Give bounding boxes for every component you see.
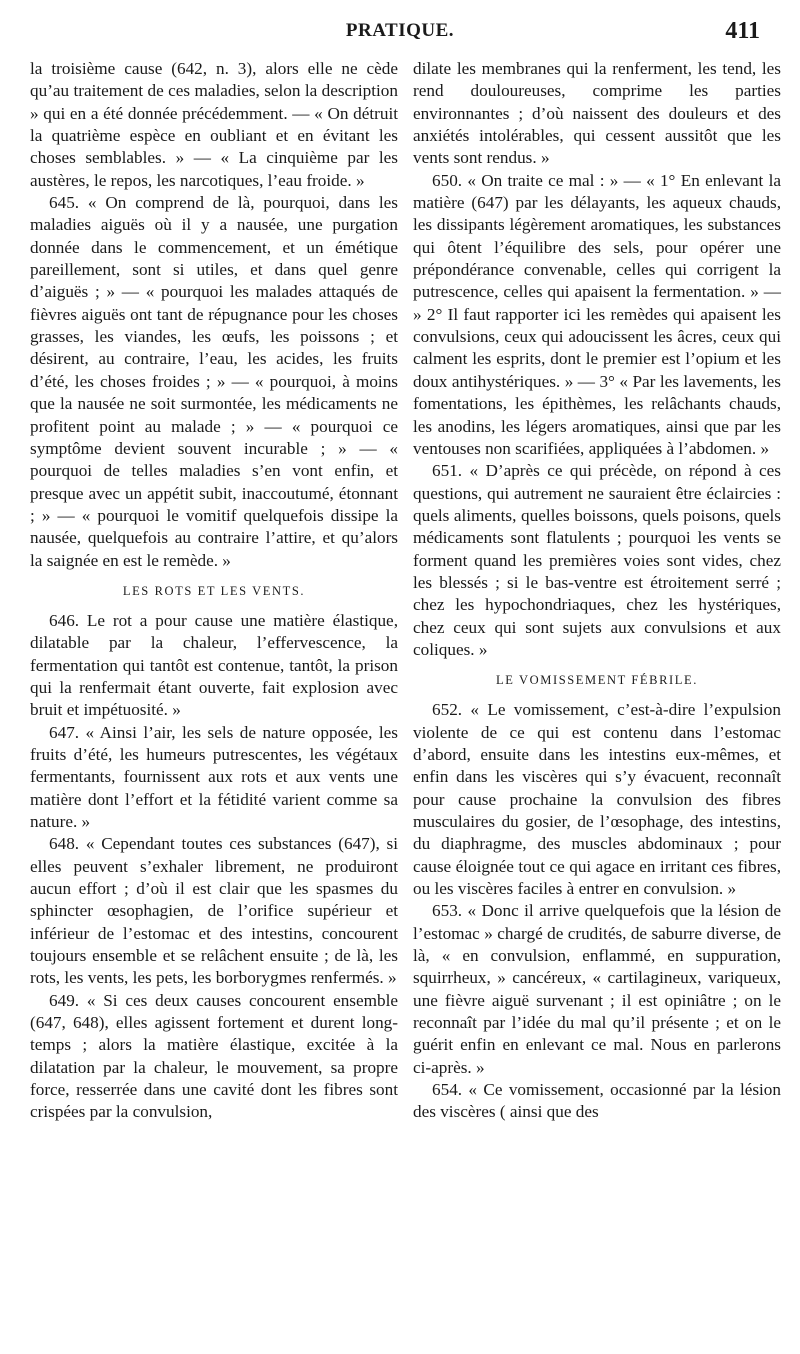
paragraph-649: 649. « Si ces deux causes concourent ensemble (647, 648), elles agissent fortement et durent long-temps ; alors la matière élastique, excitée à la dilatation par la chaleur, le mouvement, sa propre force, resserrée dans une cavité dont les fibres sont crispées par la convulsion, <box>30 990 398 1122</box>
paragraph-650: 650. « On traite ce mal : » — « 1° En enlevant la matière (647) par les délayants, les aqueux chauds, les dissipants légèrement aromatiques, les substances qui ôtent l’équilibre des sels, pour opérer une prépondérance convenable, celles qui corrigent la putrescence, celles qui apaisent la fermentation. » — » 2° Il faut rapporter ici les remèdes qui apaisent les convulsions, ceux qui adoucissent les âcres, ceux qui calment les esprits, dont le premier est l’opium et les doux antihystériques. » — 3° « Par les lavements, les fomentations, les épithèmes, les relâchants chauds, les anodins, les légers aromatiques, ainsi que par les ventouses non scarifiées, appliquées à l’abdomen. » <box>413 170 781 458</box>
paragraph-continued-left: la troisième cause (642, n. 3), alors elle ne cède qu’au traitement de ces maladies, selon la description » qui en a été donnée précédemment. — « On détruit la quatrième espèce en oubliant et en évitant les choses semblables. » — « La cinquième par les austères, le repos, les narcotiques, l’eau froide. » <box>30 59 398 190</box>
left-column <box>30 58 398 1124</box>
paragraph-648: 648. « Cependant toutes ces substances (647), si elles peuvent s’exhaler librement, ne produiront aucun effort ; d’où il est clair que les spasmes du sphincter œsophagien, de l’orifice supérieur et inférieur de l’estomac et des intestins, concourent toujours ensemble et se relâchent ensuite ; de là, les rots, les vents, les pets, les borborygmes renfermés. » <box>30 834 398 988</box>
paragraph-continued-right: dilate les membranes qui la renferment, les tend, les rend douloureuses, comprime les parties environnantes ; d’où naissent des douleurs et des anxiétés intolérables, qui cessent aussitôt que les vents sont rendus. » <box>413 59 781 168</box>
paragraph-654: 654. « Ce vomissement, occasionné par la lésion des viscères ( ainsi que des <box>413 1080 781 1122</box>
paragraph-653: 653. « Donc il arrive quelquefois que la lésion de l’estomac » chargé de crudités, de saburre diverse, de là, « en convulsion, enflammé, en suppuration, squirrheux, » cancéreux, « cartilagineux, variqueux, une fièvre aiguë survenant ; il est opiniâtre ; on le reconnaît par l’idée du mal qu’il présente ; et on le guérit enfin en enlevant ce mal. Nous en parlerons ci-après. » <box>413 901 781 1077</box>
paragraph-646: 646. Le rot a pour cause une matière élastique, dilatable par la chaleur, l’effervescence, la fermentation qui tantôt est contenue, tantôt, la prison qui la renfermait étant ouverte, fait explosion avec bruit et impétuosité. » <box>30 610 398 720</box>
section-heading-vomissement: LE VOMISSEMENT FÉBRILE. <box>496 673 698 688</box>
running-title: PRATIQUE. <box>345 20 455 41</box>
section-heading-rots: LES ROTS ET LES VENTS. <box>122 583 306 598</box>
page-number: 411 <box>725 18 760 44</box>
paragraph-645: 645. « On comprend de là, pourquoi, dans les maladies aiguës où il y a nausée, une purgation donnée dans le commencement, et un émétique pareillement, sont si utiles, et dans quel genre d’aiguës ; » — « pourquoi les malades attaqués de fièvres aiguës ont tant de répugnance pour les choses grasses, les viandes, les œufs, les poissons ; et désirent, au contraire, l’eau, les acides, les fruits d’été, les choses froides ; » — « pourquoi, à moins que la nausée ne soit surmontée, les médicaments ne profitent point au malade ; » — « pourquoi ce symptôme devient souvent incurable ; » — « pourquoi de telles maladies s’en vont enfin, et presque avec un appétit subit, inaccoutumé, étonnant ; » — « pourquoi le vomitif quelquefois dissipe la nausée, quelquefois au contraire l’attire, et qu’alors la saignée en est le remède. » <box>30 193 398 570</box>
running-head <box>40 20 760 52</box>
paragraph-647: 647. « Ainsi l’air, les sels de nature opposée, les fruits d’été, les humeurs putrescentes, les végétaux fermentants, fournissent aux rots et aux vents une matière dont l’effort et la fétidité varient comme sa nature. » <box>30 722 398 831</box>
right-column <box>413 58 781 1124</box>
paragraph-652: 652. « Le vomissement, c’est-à-dire l’expulsion violente de ce qui est contenu dans l’estomac d’abord, ensuite dans les intestins eux-mêmes, et enfin dans les viscères qui s’y évacuent, reconnaît pour cause prochaine la convulsion des fibres musculaires du gosier, de l’œsophage, des intestins, du diaphragme, des muscles abdominaux ; pour cause éloignée tout ce qui agace en irritant ces fibres, ou les viscères faciles à entrer en convulsion. » <box>413 700 781 899</box>
paragraph-651: 651. « D’après ce qui précède, on répond à ces questions, qui autrement ne sauraient être éclaircies : quels aliments, quelles boissons, quels poisons, quels médicaments sont flatulents ; pourquoi les vents se forment quand les premières voies sont vides, chez les blessés ; si le bas-ventre est étroitement serré ; chez les hypochondriaques, chez les hystériques, chez ceux qui sont sujets aux convulsions et aux coliques. » <box>413 461 781 659</box>
